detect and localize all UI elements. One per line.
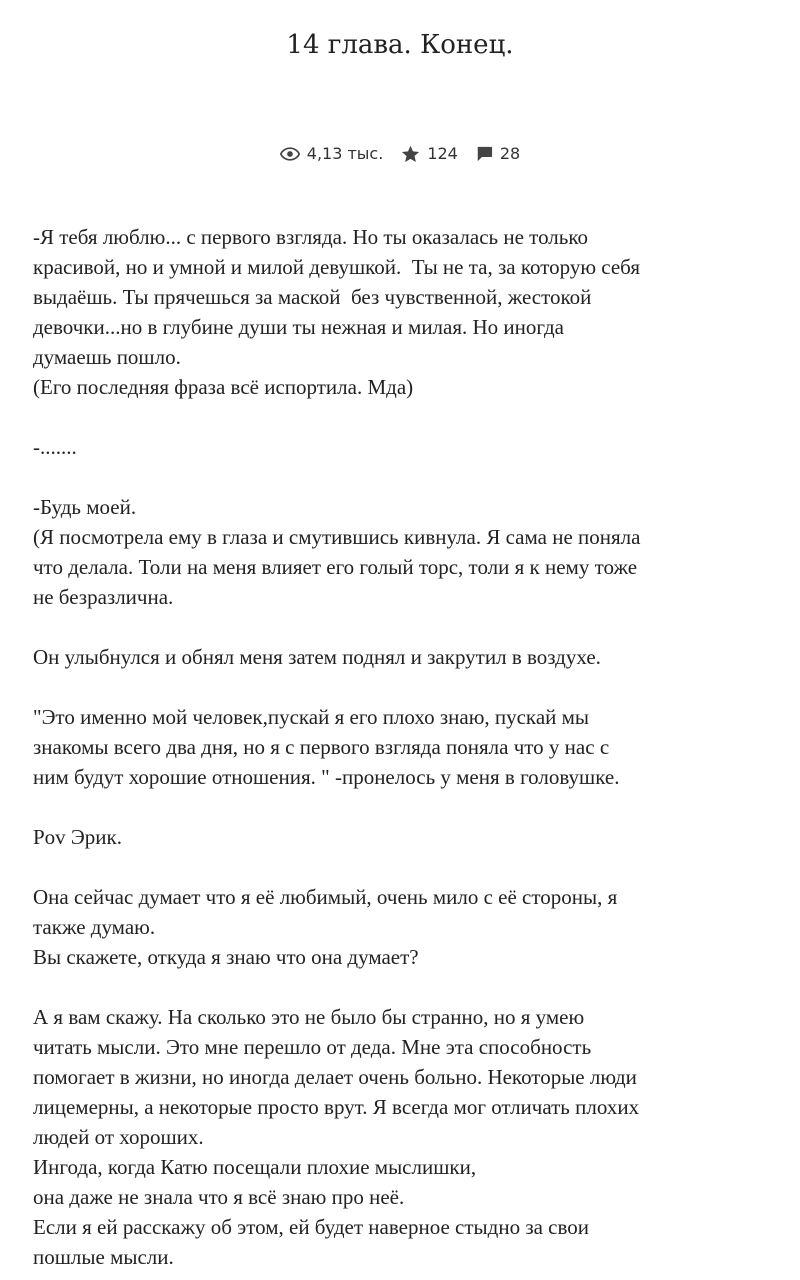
- text-line: -Я тебя люблю... с первого взгляда. Но ты оказалась не только: [33, 225, 588, 249]
- blank-line: [33, 672, 763, 702]
- text-line: лицемерны, а некоторые просто врут. Я всегда мог отличать плохих: [33, 1095, 640, 1119]
- likes-count: 124: [427, 144, 458, 163]
- comment-icon: [476, 146, 493, 162]
- text-line: (Я посмотрела ему в глаза и смутившись кивнула. Я сама не поняла: [33, 525, 641, 549]
- star-icon: [401, 145, 420, 163]
- text-line: что делала. Толи на меня влияет его голый торс, толи я к нему тоже: [33, 555, 638, 579]
- blank-line: [33, 462, 763, 492]
- chapter-title: 14 глава. Конец.: [286, 30, 514, 60]
- blank-line: [33, 402, 763, 432]
- text-line: людей от хороших.: [33, 1125, 204, 1149]
- text-line: знакомы всего два дня, но я с первого взгляда поняла что у нас с: [33, 735, 610, 759]
- chapter-stats: [0, 144, 800, 163]
- blank-line: [33, 612, 763, 642]
- blank-line: [33, 852, 763, 882]
- text-line: Pov Эрик.: [33, 825, 122, 849]
- text-line: Ингода, когда Катю посещали плохие мыслишки,: [33, 1155, 477, 1179]
- text-line: не безразлична.: [33, 585, 174, 609]
- text-line: (Его последняя фраза всё испортила. Мда): [33, 375, 414, 399]
- text-line: Вы скажете, откуда я знаю что она думает?: [33, 945, 419, 969]
- text-line: красивой, но и умной и милой девушкой. Ты не та, за которую себя: [33, 255, 641, 279]
- text-line: Если я ей расскажу об этом, ей будет наверное стыдно за свои: [33, 1215, 590, 1239]
- likes-stat: [401, 144, 458, 163]
- text-line: выдаёшь. Ты прячешься за маской без чувственной, жестокой: [33, 285, 592, 309]
- text-line: "Это именно мой человек,пускай я его плохо знаю, пускай мы: [33, 705, 590, 729]
- text-line: девочки...но в глубине души ты нежная и милая. Но иногда: [33, 315, 564, 339]
- views-stat: [280, 144, 384, 163]
- text-line: -.......: [33, 435, 77, 459]
- text-line: А я вам скажу. На сколько это не было бы странно, но я умею: [33, 1005, 585, 1029]
- text-line: читать мысли. Это мне перешло от деда. Мне эта способность: [33, 1035, 592, 1059]
- text-line: думаешь пошло.: [33, 345, 181, 369]
- comments-stat: [476, 144, 520, 163]
- text-line: ним будут хорошие отношения. " -пронелось у меня в головушке.: [33, 765, 620, 789]
- text-line: помогает в жизни, но иногда делает очень больно. Некоторые люди: [33, 1065, 637, 1089]
- blank-line: [33, 792, 763, 822]
- text-line: Он улыбнулся и обнял меня затем поднял и закрутил в воздухе.: [33, 645, 601, 669]
- text-line: также думаю.: [33, 915, 156, 939]
- views-count: 4,13 тыс.: [306, 144, 384, 163]
- text-line: пошлые мысли.: [33, 1245, 174, 1269]
- text-line: -Будь моей.: [33, 495, 137, 519]
- eye-icon: [280, 147, 300, 161]
- text-line: Она сейчас думает что я её любимый, очень мило с её стороны, я: [33, 885, 618, 909]
- blank-line: [33, 972, 763, 1002]
- text-line: она даже не знала что я всё знаю про неё.: [33, 1185, 405, 1209]
- comments-count: 28: [499, 144, 521, 163]
- chapter-text: [33, 222, 763, 1272]
